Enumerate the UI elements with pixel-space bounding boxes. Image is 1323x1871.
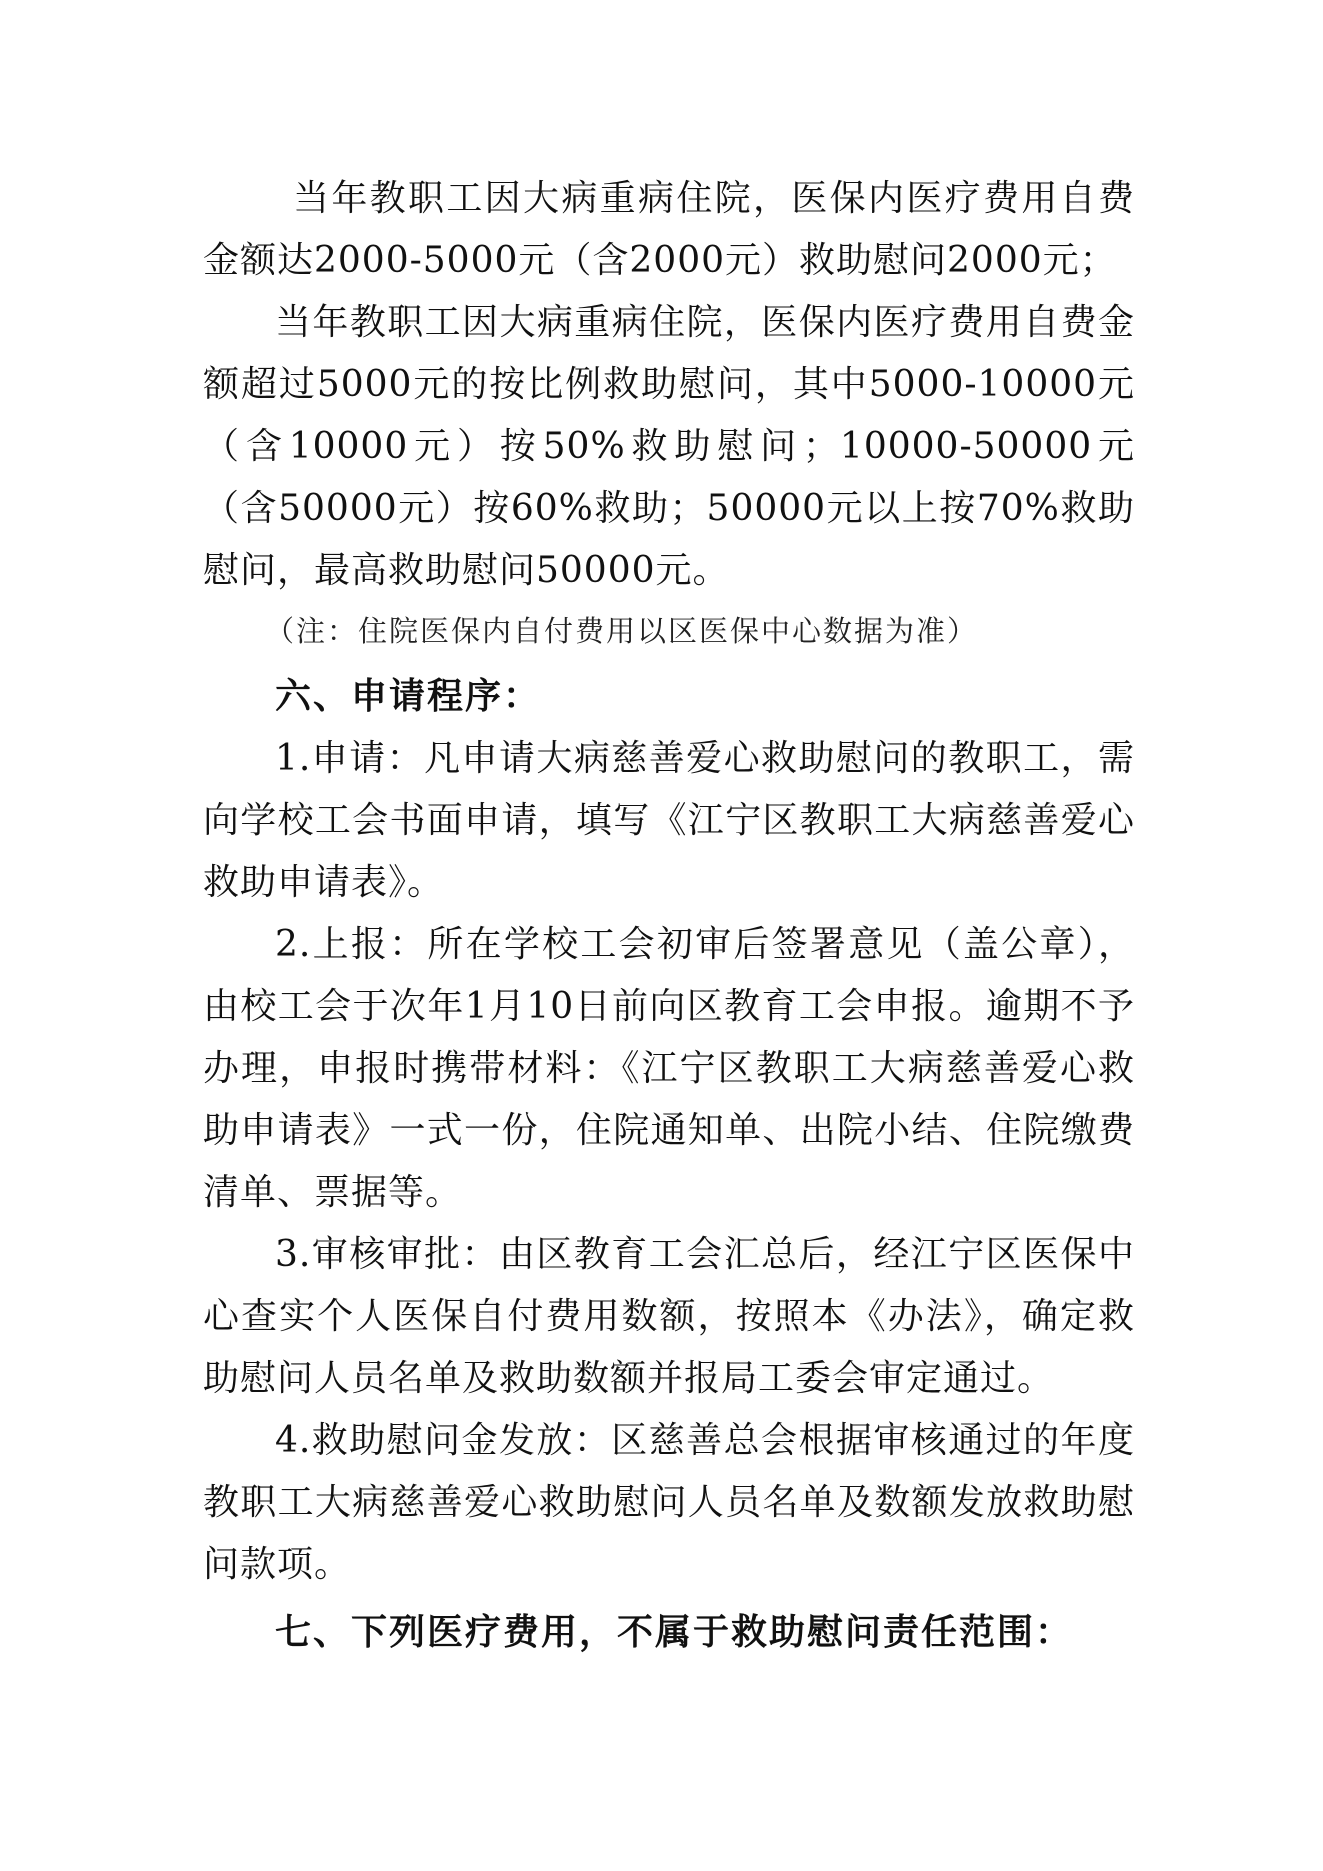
section-heading-application-procedure: 六、申请程序： bbox=[275, 676, 542, 717]
paragraph-subsidy-2000: 当年教职工因大病重病住院，医保内医疗费用自费金额达2000-5000元（含2000元）救助慰问2000元； bbox=[203, 178, 1135, 281]
procedure-item-apply: 1.申请：凡申请大病慈善爱心救助慰问的教职工，需向学校工会书面申请，填写《江宁区教职工大病慈善爱心救助申请表》。 bbox=[203, 738, 1135, 903]
document-body bbox=[203, 168, 1135, 1664]
paragraph-subsidy-proportional: 当年教职工因大病重病住院，医保内医疗费用自费金额超过5000元的按比例救助慰问，其中5000-10000元（含10000元）按50%救助慰问；10000-50000元（含50000元）按60%救助；50000元以上按70%救助慰问，最高救助慰问50000元。 bbox=[203, 302, 1135, 591]
procedure-item-payment: 4.救助慰问金发放：区慈善总会根据审核通过的年度教职工大病慈善爱心救助慰问人员名单及数额发放救助慰问款项。 bbox=[203, 1420, 1135, 1585]
note-text: （注：住院医保内自付费用以区医保中心数据为准） bbox=[265, 614, 979, 648]
procedure-item-report: 2.上报：所在学校工会初审后签署意见（盖公章），由校工会于次年1月10日前向区教育工会申报。逾期不予办理，申报时携带材料：《江宁区教职工大病慈善爱心救助申请表》一式一份，住院通知单、出院小结、住院缴费清单、票据等。 bbox=[203, 924, 1135, 1213]
section-heading-exclusions: 七、下列医疗费用，不属于救助慰问责任范围： bbox=[275, 1612, 1074, 1653]
procedure-item-review: 3.审核审批：由区教育工会汇总后，经江宁区医保中心查实个人医保自付费用数额，按照本《办法》，确定救助慰问人员名单及救助数额并报局工委会审定通过。 bbox=[203, 1234, 1135, 1399]
